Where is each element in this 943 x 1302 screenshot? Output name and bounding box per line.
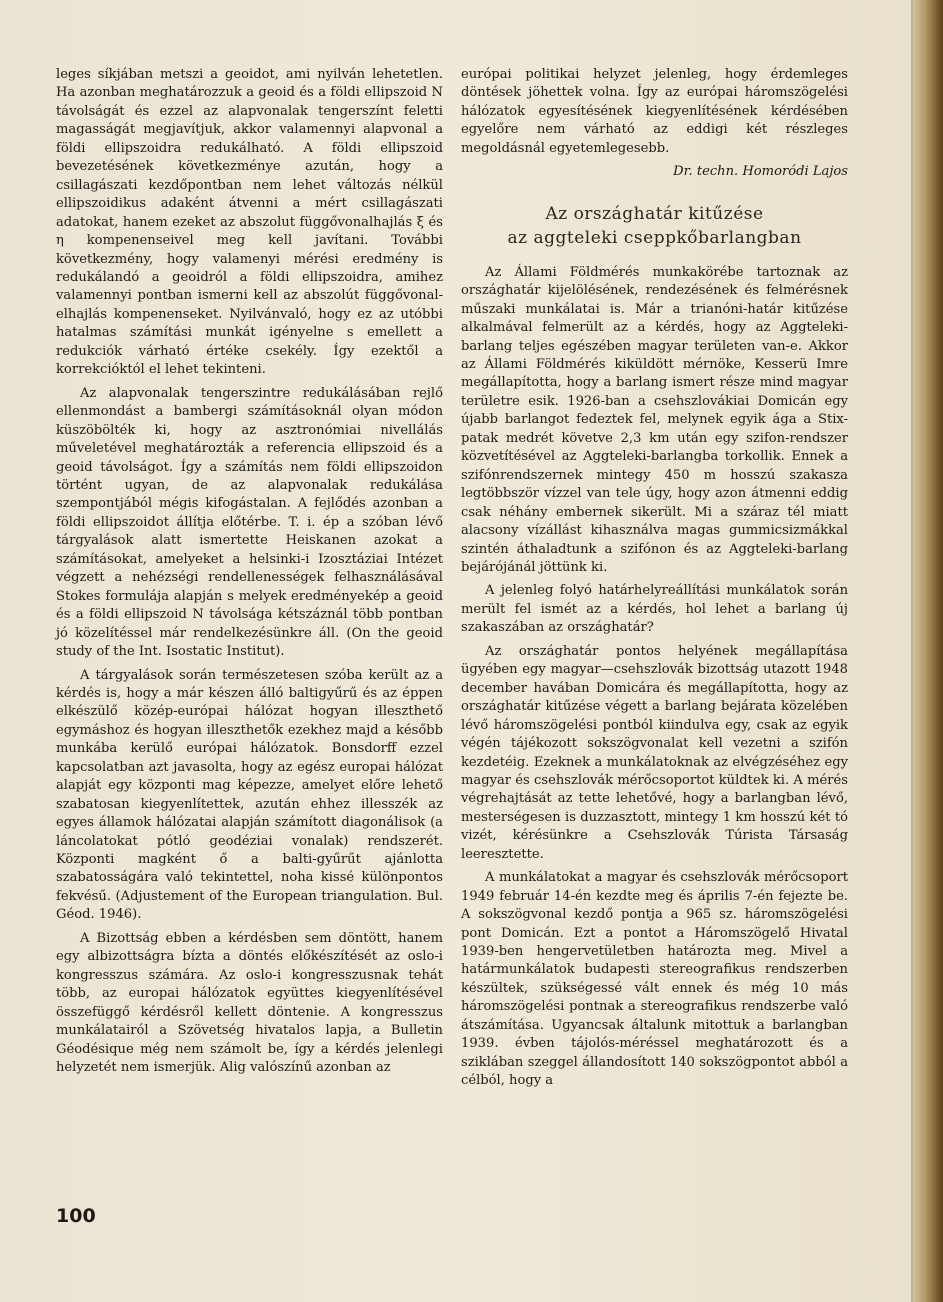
paragraph: Az Állami Földmérés munkakörébe tartoznak az országhatár kijelölésének, rendezésének és felmérésnek műszaki munkálatai is. Már a trianóni-határ kitűzése alkalmával felmerült az a kérdés, hogy az Aggteleki-barlang teljes egészében magyar területen van-e. Akkor az Állami Földmérés kiküldött mérnöke, Kesserü Imre megállapította, hogy a barlang ismert része mind magyar területre esik. 1926-ban a csehszlovákiai Domicán egy újabb barlangot fedeztek fel, melynek egyik ága a Stix-patak medrét követve 2,3 km után egy szifon-rendszer közvetítésével az Aggteleki-barlangba torkollik. Ennek a szifónrendszernek mintegy 450 m hosszú szakasza legtöbbször vízzel van tele úgy, hogy azon átmenni eddig csak néhány embernek sikerült. Mi a száraz tél miatt alacsony vízállást kihasználva magas gummicsizmákkal szintén áthaladtunk a szifónon és az Aggteleki-barlang bejárójánál jöttünk ki. <box>461 264 848 575</box>
left-column <box>56 66 443 1082</box>
article-title-line: az aggteleki cseppkőbarlangban <box>507 227 802 248</box>
article-title <box>461 202 848 250</box>
article-title-line: Az országhatár kitűzése <box>545 203 764 224</box>
paragraph: leges síkjában metszi a geoidot, ami nyilván lehetetlen. Ha azonban meghatározzuk a geoid és a földi ellipszoid N távolságát és ezzel az alapvonalak tengerszínt feletti magasságát megjavítjuk, akkor valamennyi alapvonal a földi ellipszoidra redukálható. A földi ellipszoid bevezetésének következménye azután, hogy a csillagászati kezdőpontban nem lehet változás nélkül ellipszoidikus adaként átvenni a mért csillagászati adatokat, hanem ezeket az abszolut függővonalhajlás ξ és η kompenenseivel meg kell javítani. További következmény, hogy valamenyi mérési eredmény is redukálandó a geoidról a földi ellipszoidra, amihez valamennyi pontban ismerni kell az abszolút függővonal-elhajlás kompenenseket. Nyilvánvaló, hogy ez az utóbbi hatalmas számítási munkát igényelne s emellett a redukciók várható értéke csekély. Így ezektől a korrekcióktól el lehet tekinteni. <box>56 67 443 378</box>
paragraph: Az alapvonalak tengerszintre redukálásában rejlő ellenmondást a bambergi számításoknál olyan módon küszöbölték ki, hogy az asztronómiai nivellálás műveletével meghatározták a referencia ellipszoid és a geoid távolságot. Így a számítás nem földi ellipszoidon történt ugyan, de az alapvonalak redukálása szempontjából mégis kifogástalan. A fejlődés azonban a földi ellipszoidot állítja előtérbe. T. i. ép a szóban lévő tárgyalások alatt ismertette Heiskanen azokat a számításokat, amelyeket a helsinki-i Izosztáziai Intézet végzett a nehézségi rendellenességek felhasználásával Stokes formulája alapján s melyek eredményekép a geoid és a földi ellipszoid N távolsága kétszáznál több pontban jó közelítéssel már rendelkezésünkre áll. (On the geoid study of the Int. Isostatic Institut). <box>56 385 443 660</box>
right-column <box>461 66 848 1096</box>
paragraph: Az országhatár pontos helyének megállapítása ügyében egy magyar—csehszlovák bizottság utazott 1948 december havában Domicára és megállapította, hogy az országhatár kitűzése végett a barlang bejárata közelében lévő háromszögelési pontból kiindulva egy, csak az egyik végén tájékozott sokszögvonalat kell vezetni a szifón kezdetéig. Ezeknek a munkálatoknak az elvégzéséhez egy magyar és csehszlovák mérőcsoportot küldtek ki. A mérés végrehajtását az tette lehetővé, hogy a barlangban lévő, mesterségesen is duzzasztott, mintegy 1 km hosszú két tó vizét, kérésünkre a Csehszlovák Túrista Társaság leeresztette. <box>461 643 848 862</box>
paragraph: A tárgyalások során természetesen szóba került az a kérdés is, hogy a már készen álló baltigyűrű és az éppen elkészülő közép-európai hálózat hogyan illeszthető egymáshoz és hogyan illeszthetők ezekhez majd a később munkába kerülő európai hálózatok. Bonsdorff ezzel kapcsolatban azt javasolta, hogy az egész europai hálózat alapját egy központi mag képezze, amelyet előre lehető szabatosan kiegyenlítettek, azután ehhez illesszék az egyes államok hálózatai alapján számított diagonálisok (a láncolatokat pótló geodéziai vonalak) rendszerét. Központi magként ő a balti-gyűrűt ajánlotta szabatosságára való tekintettel, noha kissé különpontos fekvésű. (Adjustement of the European triangulation. Bul. Géod. 1946). <box>56 667 443 923</box>
paragraph: A jelenleg folyó határhelyreállítási munkálatok során merült fel ismét az a kérdés, hol lehet a barlang új szakaszában az országhatár? <box>461 583 848 636</box>
page-number: 100 <box>56 1205 96 1227</box>
author-signature: Dr. techn. Homoródi Lajos <box>673 164 848 180</box>
paragraph: A Bizottság ebben a kérdésben sem döntött, hanem egy albizottságra bízta a döntés előkészítését az oslo-i kongresszus számára. Az oslo-i kongresszusnak tehát több, az europai hálózatok együttes kiegyenlítésével összefüggő kérdésről kellett döntenie. A kongresszus munkálatairól a Szövetség hivatalos lapja, a Bulletin Géodésique még nem számolt be, így a kérdés jelenlegi helyzetét nem ismerjük. Alig valószínű azonban az <box>56 930 443 1076</box>
book-binding <box>913 0 943 1302</box>
paragraph: A munkálatokat a magyar és csehszlovák mérőcsoport 1949 február 14-én kezdte meg és április 7-én fejezte be. A sokszögvonal kezdő pontja a 965 sz. háromszögelési pont Domicán. Ezt a pontot a Háromszögelő Hivatal 1939-ben hengervetületben határozta meg. Mivel a határmunkálatok budapesti stereografikus rendszerben készültek, szükségessé vált ennek és még 10 más háromszögelési pontnak a stereografikus rendszerbe való átszámítása. Ugyancsak általunk mitottuk a barlangban 1939. évben tájolós-méréssel meghatározott és a sziklában szeggel állandosított 140 sokszögpontot abból a célból, hogy a <box>461 870 848 1089</box>
paragraph: európai politikai helyzet jelenleg, hogy érdemleges döntések jöhettek volna. Így az európai háromszögelési hálózatok egyesítésének kiegyenlítésének kérdésében egyelőre nem várható az eddigi két részleges megoldásnál egyetemlegesebb. <box>461 67 848 156</box>
